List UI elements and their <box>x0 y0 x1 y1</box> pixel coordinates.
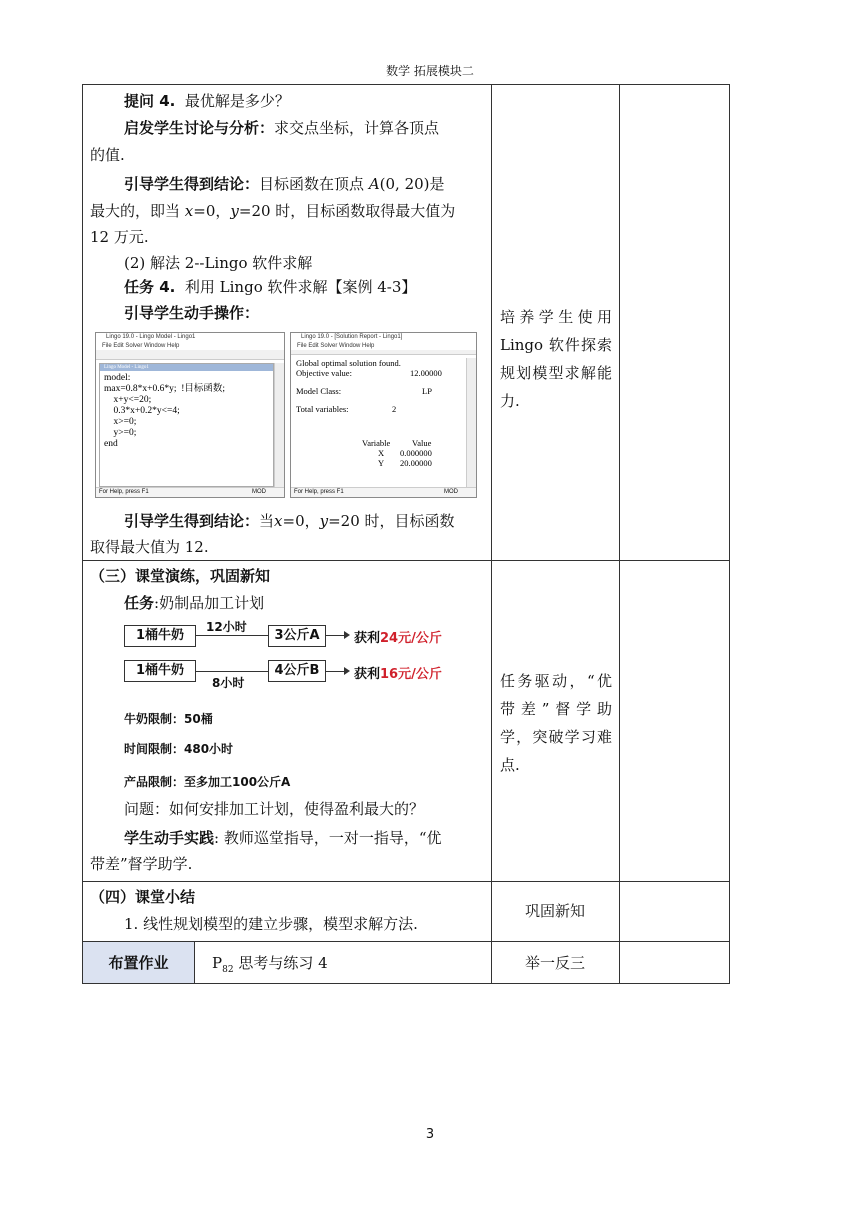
solution-report: Global optimal solution found. Objective value: 12.00000 Model Class: LP Total variables: 2 Variable Value X 0.000000 Y 20.00000 <box>296 358 442 468</box>
col-divider-1 <box>491 84 492 984</box>
purpose-lingo: 培养学生使用 Lingo 软件探索规划模型求解能力. <box>500 308 612 410</box>
model-editor <box>99 363 274 487</box>
guide-analysis: 启发学生讨论与分析：求交点坐标，计算各顶点 <box>124 119 440 137</box>
purpose-summary: 巩固新知 <box>524 902 585 920</box>
task-dairy: 任务:奶制品加工计划 <box>124 594 265 612</box>
arrow-1 <box>326 635 346 636</box>
row-divider-2 <box>82 881 730 882</box>
guide-conclusion-4: 引导学生得到结论：当x=0，y=20 时，目标函数 <box>124 512 455 530</box>
flow-line-1 <box>196 635 268 636</box>
guide-conclusion-1: 引导学生得到结论：目标函数在顶点 A(0, 20)是 <box>124 175 445 193</box>
window-title: Lingo 19.0 - Lingo Model - Lingo1 <box>96 333 284 342</box>
milk-limit: 牛奶限制：50桶 <box>124 712 213 726</box>
profit-a: 获利24元/公斤 <box>354 631 442 646</box>
window-title: Lingo 19.0 - [Solution Report - Lingo1] <box>291 333 476 342</box>
product-limit: 产品限制：至多加工100公斤A <box>124 775 291 789</box>
guide-conclusion-3: 12 万元. <box>90 228 149 246</box>
homework-content: $P_{82}$ 思考与练习 4 <box>212 954 328 975</box>
task-4: 任务 4. 利用 Lingo 软件求解【案例 4-3】 <box>124 278 417 296</box>
scrollbar <box>274 363 284 487</box>
flow-line-2 <box>196 671 268 672</box>
student-practice: 学生动手实践: 教师巡堂指导，一对一指导，“优 <box>124 829 442 847</box>
student-practice-cont: 带差”督学助学. <box>90 855 193 873</box>
status-bar: For Help, press F1 MOD <box>291 487 476 497</box>
time-label-1: 12小时 <box>206 620 247 634</box>
dairy-question: 问题：如何安排加工计划，使得盈利最大的？ <box>124 800 425 818</box>
time-label-2: 8小时 <box>212 676 245 690</box>
guide-operation: 引导学生动手操作： <box>124 304 260 322</box>
profit-b: 获利16元/公斤 <box>354 667 442 682</box>
product-b-box: 4公斤B <box>268 660 326 682</box>
page-number: 3 <box>425 1127 435 1142</box>
question-4: 提问 4. 最优解是多少？ <box>124 92 290 110</box>
homework-label: 布置作业 <box>108 954 169 972</box>
lingo-solution-window <box>290 332 477 498</box>
arrow-2 <box>326 671 346 672</box>
guide-conclusion-2: 最大的，即当 x=0，y=20 时，目标函数取得最大值为 <box>90 202 456 220</box>
status-bar: For Help, press F1 MOD <box>96 487 284 497</box>
method-2-heading: (2) 解法 2--Lingo 软件求解 <box>124 254 313 272</box>
row-divider-1 <box>82 560 730 561</box>
section-4-title: （四）课堂小结 <box>90 888 196 906</box>
col-divider-2 <box>619 84 620 984</box>
model-code: model: max=0.8*x+0.6*y; !目标函数; x+y<=20; 0.3*x+0.2*y<=4; x>=0; y>=0; end <box>104 373 226 449</box>
toolbar <box>291 350 476 355</box>
col-divider-label <box>194 941 195 984</box>
editor-title: Lingo Model - Lingo1 <box>100 364 273 371</box>
time-limit: 时间限制：480小时 <box>124 742 234 756</box>
product-a-box: 3公斤A <box>268 625 326 647</box>
summary-item-1: 1. 线性规划模型的建立步骤，模型求解方法. <box>124 915 418 933</box>
purpose-practice: 任务驱动，“优带差”督学助学，突破学习难点. <box>500 672 612 774</box>
milk-box-2: 1桶牛奶 <box>124 660 196 682</box>
guide-analysis-cont: 的值. <box>90 146 125 164</box>
window-menu: File Edit Solver Window Help <box>297 343 375 349</box>
toolbar <box>96 350 284 360</box>
guide-conclusion-4-cont: 取得最大值为 12. <box>90 538 209 556</box>
section-3-title: （三）课堂演练，巩固新知 <box>90 567 271 585</box>
lingo-model-window <box>95 332 285 498</box>
scrollbar <box>466 358 476 487</box>
window-menu: File Edit Solver Window Help <box>102 343 180 349</box>
purpose-homework: 举一反三 <box>524 954 585 972</box>
arrow-head-2 <box>344 667 350 675</box>
arrow-head-1 <box>344 631 350 639</box>
milk-box-1: 1桶牛奶 <box>124 625 196 647</box>
page-header: 数学 拓展模块二 <box>386 64 474 78</box>
